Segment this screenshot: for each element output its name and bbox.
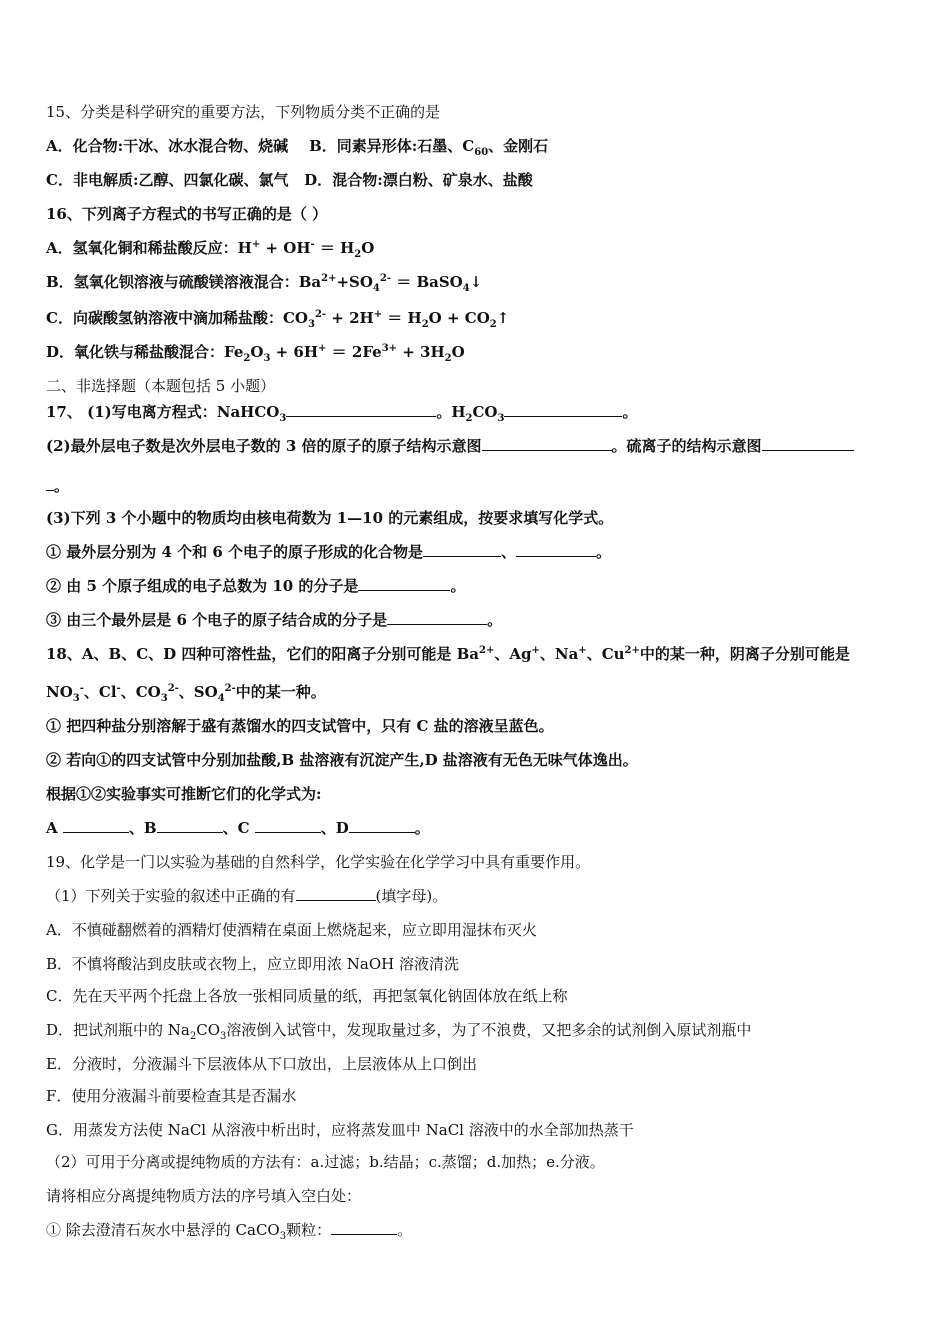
q19-a-text: A．不慎碰翻燃着的酒精灯使酒精在桌面上燃烧起来，应立即用湿抹布灭火: [46, 921, 537, 939]
q18-sup: -: [116, 683, 121, 694]
q15-stem-text: 15、分类是科学研究的重要方法，下列物质分类不正确的是: [46, 103, 441, 121]
q18-stem: [46, 644, 910, 664]
q18-item3: [46, 784, 910, 804]
q16-a-eq: + OH: [260, 239, 311, 257]
q17-p2-text: 。硫离子的结构示意图: [611, 437, 762, 455]
q17-p2-end: 。: [54, 477, 70, 495]
q16-c-sup: 2-: [314, 309, 327, 320]
q17-p1-text: CO: [472, 403, 498, 421]
q16-b-eq: ↓: [469, 273, 483, 291]
q18-b-label: 、B: [128, 819, 157, 837]
q16-c-text: 向碳酸氢钠溶液中滴加稀盐酸：: [72, 309, 283, 327]
q17-i2-text: ② 由 5 个原子组成的电子总数为 10 的分子是: [46, 577, 359, 595]
q18-text: NO: [46, 683, 73, 701]
q16-d-text: 氧化铁与稀盐酸混合：: [74, 343, 225, 361]
q18-text: 中的某一种，阴离子分别可能是: [639, 645, 850, 663]
q19-part1: [46, 886, 910, 906]
q19-d-text: CO: [196, 1021, 221, 1039]
answer-blank[interactable]: [358, 576, 450, 591]
q17-i3-text: ③ 由三个最外层是 6 个电子的原子结合成的分子是: [46, 611, 388, 629]
answer-blank[interactable]: [157, 818, 223, 833]
q19-d-text: 溶液倒入试管中，发现取量过多，为了不浪费，又把多余的试剂倒入原试剂瓶中: [226, 1021, 752, 1039]
q15-b-sub: 60: [474, 147, 489, 158]
q15-d-text: 混合物:漂白粉、矿泉水、盐酸: [332, 171, 533, 189]
q17-item3: [46, 610, 910, 630]
q16-c-eq: ＝ H: [382, 309, 422, 327]
q19-option-g: [46, 1120, 910, 1140]
answer-blank[interactable]: [296, 886, 376, 901]
q16-c-sub: 2: [489, 319, 497, 330]
q16-b-eq: ＝ BaSO: [391, 273, 463, 291]
q15-a-text: 化合物:干冰、冰水混合物、烧碱: [72, 137, 289, 155]
q18-sup: +: [531, 645, 540, 656]
q17-i1-sep: 、: [501, 543, 517, 561]
q18-end: 。: [414, 819, 430, 837]
q16-a-text: 氢氧化铜和稀盐酸反应：: [72, 239, 238, 257]
q17-p1-end: 。: [622, 403, 638, 421]
answer-blank[interactable]: [387, 610, 487, 625]
q15-options-ab: [46, 136, 910, 156]
q18-sub: 4: [217, 693, 225, 704]
q16-d-sub: 3: [263, 353, 271, 364]
answer-blank[interactable]: [63, 818, 129, 833]
q19-option-b: [46, 954, 910, 974]
q19-part3: [46, 1186, 910, 1206]
q19-stem-text: 19、化学是一门以实验为基础的自然科学，化学实验在化学学习中具有重要作用。: [46, 853, 591, 871]
q18-i1-text: ① 把四种盐分别溶解于盛有蒸馏水的四支试管中，只有 C 盐的溶液呈蓝色。: [46, 717, 554, 735]
q18-answers: [46, 818, 910, 838]
q16-c-label: C．: [46, 309, 73, 327]
q19-i1-text: 颗粒：: [286, 1221, 332, 1239]
q15-options-cd: [46, 170, 910, 190]
q16-a-sub: 2: [354, 249, 362, 260]
q17-part1: [46, 402, 910, 422]
q18-a-label: A: [46, 819, 58, 837]
q16-a-sup: -: [310, 239, 315, 250]
q18-sup: 2-: [167, 683, 179, 694]
q17-p1-sub: 2: [465, 413, 473, 424]
q16-d-eq: + 6H: [270, 343, 319, 361]
q18-sup: +: [578, 645, 587, 656]
q19-option-e: [46, 1054, 910, 1074]
q19-f-text: F．使用分液漏斗前要检查其是否漏水: [46, 1087, 297, 1105]
q18-sup: 2+: [624, 645, 640, 656]
q18-sup: 2-: [224, 683, 236, 694]
q19-option-a: [46, 920, 910, 940]
q15-a-label: A．: [46, 137, 73, 155]
q16-d-sub: 2: [444, 353, 452, 364]
q18-c-label: 、C: [222, 819, 250, 837]
answer-blank[interactable]: [482, 436, 612, 451]
q17-p1-sub: 3: [279, 413, 287, 424]
q17-p2-text: (2)最外层电子数是次外层电子数的 3 倍的原子的原子结构示意图: [46, 437, 482, 455]
q18-text: 、Cu: [586, 645, 625, 663]
q17-p1-sub: 3: [497, 413, 505, 424]
q16-b-text: 氢氧化钡溶液与硫酸镁溶液混合：: [73, 273, 299, 291]
q16-d-eq: Fe: [224, 343, 244, 361]
q18-sub: 3: [72, 693, 80, 704]
section-heading-text: 二、非选择题（本题包括 5 小题）: [46, 377, 276, 395]
q19-item1: [46, 1220, 910, 1240]
q16-b-sub: 4: [372, 283, 380, 294]
q16-b-sup: 2+: [321, 273, 337, 284]
q19-option-d: [46, 1020, 910, 1040]
q16-a-label: A．: [46, 239, 73, 257]
q16-b-sup: 2-: [379, 273, 391, 284]
q17-p1-text: (1)写电离方程式：NaHCO: [87, 403, 280, 421]
q18-d-label: 、D: [320, 819, 349, 837]
q17-part3: [46, 508, 910, 528]
q19-d-sub: 2: [189, 1031, 197, 1042]
q18-text: 、CO: [120, 683, 161, 701]
q15-c-text: 非电解质:乙醇、四氯化碳、氯气: [72, 171, 289, 189]
q15-b-label: B．: [309, 137, 337, 155]
q15-c-label: C．: [46, 171, 73, 189]
answer-blank[interactable]: [423, 542, 501, 557]
q17-i2-end: 。: [450, 577, 466, 595]
q18-text: 18、A、B、C、D 四种可溶性盐，它们的阳离子分别可能是 Ba: [46, 645, 479, 663]
q16-a-eq: H: [237, 239, 252, 257]
q19-d-sub: 3: [220, 1031, 227, 1042]
q16-a-sup: +: [251, 239, 261, 250]
q19-p2-text: （2）可用于分离或提纯物质的方法有：a.过滤；b.结晶；c.蒸馏；d.加热；e.分液。: [46, 1153, 605, 1171]
q17-part2-cont: [46, 476, 910, 496]
q16-a-eq: ＝ H: [314, 239, 355, 257]
q18-i3-text: 根据①②实验事实可推断它们的化学式为:: [46, 785, 322, 803]
q16-option-c: [46, 308, 910, 328]
q16-d-eq: O: [451, 343, 465, 361]
q16-c-sub: 3: [307, 319, 315, 330]
q19-g-text: G．用蒸发方法使 NaCl 从溶液中析出时，应将蒸发皿中 NaCl 溶液中的水全部加热蒸干: [46, 1121, 634, 1139]
q16-c-sup: +: [373, 309, 383, 320]
q17-i3-end: 。: [487, 611, 503, 629]
q18-i2-text: ② 若向①的四支试管中分别加盐酸,B 盐溶液有沉淀产生,D 盐溶液有无色无味气体逸出。: [46, 751, 638, 769]
q16-b-eq: +SO: [336, 273, 373, 291]
answer-blank[interactable]: [331, 1220, 397, 1235]
q15-d-label: D．: [304, 171, 333, 189]
q16-c-eq: CO: [282, 309, 308, 327]
q18-text: 、Na: [539, 645, 579, 663]
q16-d-sup: 3+: [381, 343, 398, 354]
answer-blank[interactable]: [286, 402, 436, 417]
q18-text: 、Cl: [83, 683, 117, 701]
q16-d-eq: ＝ 2Fe: [326, 343, 382, 361]
q17-i1-text: ① 最外层分别为 4 个和 6 个电子的原子形成的化合物是: [46, 543, 423, 561]
q16-a-eq: O: [361, 239, 375, 257]
q19-i1-text: ① 除去澄清石灰水中悬浮的 CaCO: [46, 1221, 280, 1239]
q16-stem: [46, 204, 910, 224]
q16-option-b: [46, 272, 910, 292]
q16-d-eq: + 3H: [397, 343, 445, 361]
q15-b-post: 、金刚石: [488, 137, 549, 155]
q18-sup: 2+: [478, 645, 495, 656]
q16-c-eq: + 2H: [326, 309, 374, 327]
q19-e-text: E．分液时，分液漏斗下层液体从下口放出，上层液体从上口倒出: [46, 1055, 477, 1073]
q16-option-d: [46, 342, 910, 362]
q19-d-text: D．把试剂瓶中的 Na: [46, 1021, 190, 1039]
q16-b-label: B．: [46, 273, 74, 291]
answer-blank[interactable]: [46, 476, 54, 491]
q15-stem: [46, 102, 910, 122]
q19-b-text: B．不慎将酸沾到皮肤或衣物上，应立即用浓 NaOH 溶液清洗: [46, 955, 460, 973]
q18-sup: -: [79, 683, 84, 694]
answer-blank[interactable]: [504, 402, 622, 417]
q18-item2: [46, 750, 910, 770]
answer-blank[interactable]: [255, 818, 321, 833]
q17-item2: [46, 576, 910, 596]
q19-part2: [46, 1152, 910, 1172]
q16-stem-text: 16、下列离子方程式的书写正确的是（ ）: [46, 205, 328, 223]
q19-p1-text: (填字母)。: [375, 887, 448, 905]
q18-text: 中的某一种。: [235, 683, 326, 701]
q16-d-label: D．: [46, 343, 75, 361]
q16-d-eq: O: [250, 343, 264, 361]
q18-sub: 3: [160, 693, 168, 704]
q18-item1: [46, 716, 910, 736]
q19-p3-text: 请将相应分离提纯物质方法的序号填入空白处：: [46, 1187, 362, 1205]
answer-blank[interactable]: [349, 818, 415, 833]
q17-p1-text: 。H: [436, 403, 466, 421]
q17-number: 17、: [46, 403, 82, 421]
q19-option-f: [46, 1086, 910, 1106]
q16-d-sub: 2: [243, 353, 251, 364]
q18-text: 、Ag: [494, 645, 532, 663]
q19-i1-sub: 3: [279, 1231, 287, 1242]
q19-option-c: [46, 986, 910, 1006]
q18-text: 、SO: [178, 683, 218, 701]
q19-stem: [46, 852, 910, 872]
q17-part2: [46, 436, 910, 456]
q16-b-eq: Ba: [298, 273, 322, 291]
q19-p1-text: （1）下列关于实验的叙述中正确的有: [46, 887, 296, 905]
q18-anions: [46, 682, 910, 702]
q16-c-sub: 2: [421, 319, 429, 330]
q17-p3-text: (3)下列 3 个小题中的物质均由核电荷数为 1—10 的元素组成，按要求填写化学式。: [46, 509, 614, 527]
q19-i1-end: 。: [397, 1221, 413, 1239]
section-heading: [46, 376, 910, 396]
answer-blank[interactable]: [762, 436, 854, 451]
q16-b-sub: 4: [462, 283, 470, 294]
q17-i1-end: 。: [596, 543, 612, 561]
q15-b-text: 同素异形体:石墨、C: [336, 137, 475, 155]
q16-d-sup: +: [318, 343, 327, 354]
q16-c-eq: O + CO: [428, 309, 490, 327]
q16-option-a: [46, 238, 910, 258]
answer-blank[interactable]: [516, 542, 596, 557]
q17-item1: [46, 542, 910, 562]
q19-c-text: C．先在天平两个托盘上各放一张相同质量的纸，再把氢氧化钠固体放在纸上称: [46, 987, 568, 1005]
q16-c-eq: ↑: [496, 309, 510, 327]
